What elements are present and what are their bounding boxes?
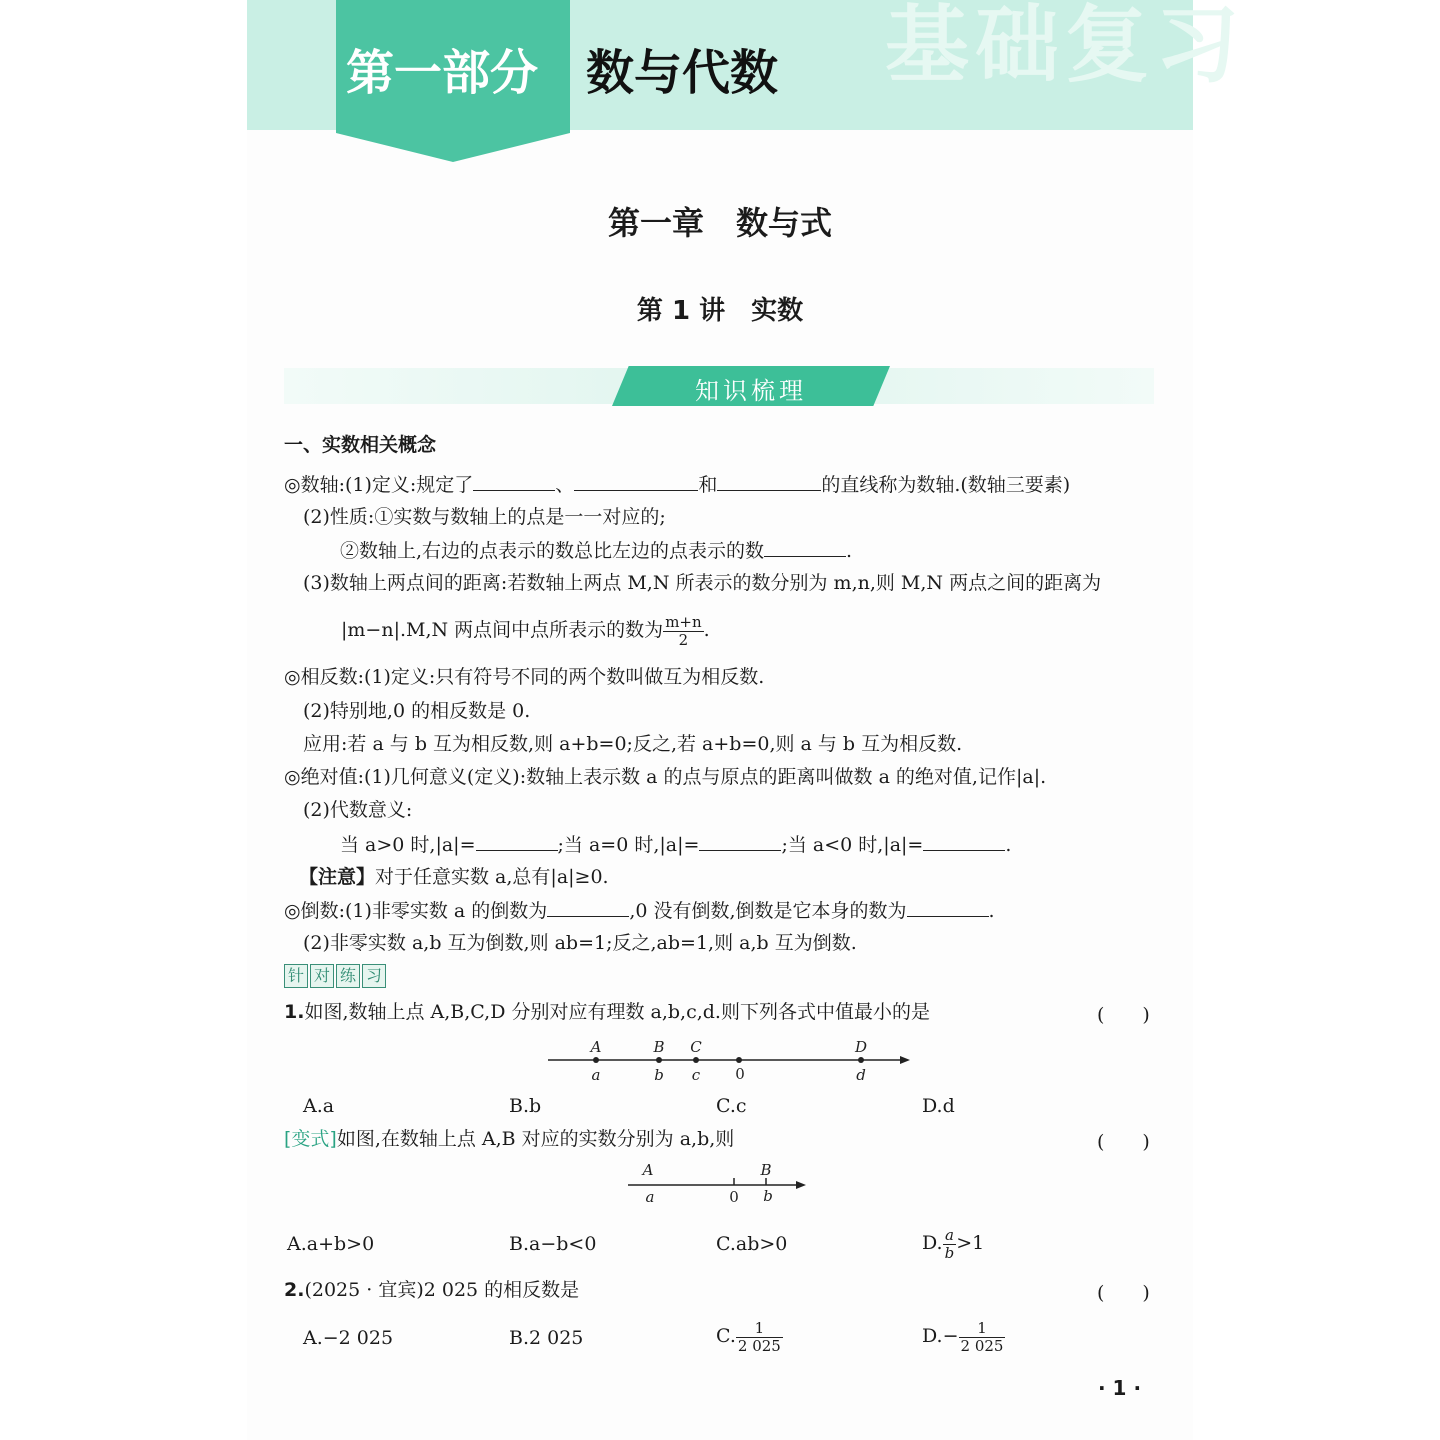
answer-parentheses: ( ) xyxy=(1097,1131,1150,1153)
label-zero: 0 xyxy=(735,1065,745,1083)
text: ;当 a=0 时,|a|= xyxy=(557,834,700,856)
number-line-midpoint xyxy=(341,606,710,654)
q1-option-c[interactable]: C.c xyxy=(716,1095,747,1117)
absolute-cases xyxy=(340,832,1011,857)
opposite-special: (2)特别地,0 的相反数是 0. xyxy=(303,700,531,722)
header-watermark: 基础复习 xyxy=(885,0,1246,94)
practice-tag-char: 针 xyxy=(284,964,308,988)
variant-question xyxy=(284,1127,734,1151)
answer-blank xyxy=(574,472,698,491)
text: . xyxy=(846,540,853,562)
fraction xyxy=(663,614,703,649)
answer-blank xyxy=(717,472,821,491)
option-suffix: >1 xyxy=(956,1232,985,1254)
variant-option-d[interactable] xyxy=(922,1219,984,1267)
opposite-application: 应用:若 a 与 b 互为相反数,则 a+b=0;反之,若 a+b=0,则 a 与 b 互为相反数. xyxy=(303,733,963,755)
answer-blank xyxy=(923,832,1005,851)
point-b xyxy=(656,1057,662,1063)
fraction-denominator: 2 xyxy=(678,630,689,649)
section-banner-label: 知识梳理 xyxy=(695,377,807,405)
q1-option-d[interactable]: D.d xyxy=(922,1095,955,1117)
practice-tag-char: 对 xyxy=(310,964,334,988)
text: |m−n|.M,N 两点间中点所表示的数为 xyxy=(341,619,664,641)
fraction xyxy=(736,1320,783,1355)
label-zero: 0 xyxy=(729,1188,739,1206)
number-line-property-1: (2)性质:①实数与数轴上的点是一一对应的; xyxy=(303,506,666,528)
label-a: a xyxy=(645,1188,655,1206)
variant-option-a[interactable]: A.a+b>0 xyxy=(287,1233,375,1255)
label-B: B xyxy=(653,1038,665,1056)
chapter-title: 第一章 数与式 xyxy=(607,204,832,242)
reciprocal-product: (2)非零实数 a,b 互为倒数,则 ab=1;反之,ab=1,则 a,b 互为倒数. xyxy=(303,932,857,954)
number-line-definition xyxy=(284,472,1070,497)
absolute-geometric: ◎绝对值:(1)几何意义(定义):数轴上表示数 a 的点与原点的距离叫做数 a 的绝对值,记作|a|. xyxy=(284,766,1047,788)
text: . xyxy=(703,619,710,641)
point-c xyxy=(693,1057,699,1063)
opposite-definition: ◎相反数:(1)定义:只有符号不同的两个数叫做互为相反数. xyxy=(284,666,765,688)
question-text: 如图,在数轴上点 A,B 对应的实数分别为 a,b,则 xyxy=(336,1128,735,1150)
point-a xyxy=(593,1057,599,1063)
reciprocal-definition xyxy=(284,898,995,923)
q1-option-b[interactable]: B.b xyxy=(509,1095,542,1117)
answer-blank xyxy=(764,538,846,557)
question-text: (2025 · 宜宾)2 025 的相反数是 xyxy=(304,1279,580,1301)
question-1 xyxy=(284,1000,930,1024)
text: ②数轴上,右边的点表示的数总比左边的点表示的数 xyxy=(340,540,765,562)
label-b: b xyxy=(654,1066,664,1084)
text: 当 a>0 时,|a|= xyxy=(340,834,476,856)
variant-number-line xyxy=(622,1160,812,1208)
section-heading: 一、实数相关概念 xyxy=(284,434,437,456)
text: 的直线称为数轴.(数轴三要素) xyxy=(821,474,1071,496)
fraction-numerator: 1 xyxy=(959,1320,1006,1338)
variant-option-c[interactable]: C.ab>0 xyxy=(716,1233,788,1255)
question-text: 如图,数轴上点 A,B,C,D 分别对应有理数 a,b,c,d.则下列各式中值最小的是 xyxy=(304,1001,930,1023)
axis-arrow xyxy=(900,1056,910,1064)
number-line-distance: (3)数轴上两点间的距离:若数轴上两点 M,N 所表示的数分别为 m,n,则 M,N 两点之间的距离为 xyxy=(303,572,1102,594)
answer-blank xyxy=(699,832,781,851)
answer-blank xyxy=(473,472,555,491)
text: 和 xyxy=(698,474,718,496)
lecture-title: 第 1 讲 实数 xyxy=(636,296,804,326)
note-label: 【注意】 xyxy=(299,866,376,888)
axis-arrow xyxy=(796,1181,806,1189)
option-prefix: C. xyxy=(716,1325,736,1347)
point-d xyxy=(858,1057,864,1063)
answer-blank xyxy=(476,832,558,851)
question-number: 2. xyxy=(284,1279,305,1301)
page-number: · 1 · xyxy=(1098,1376,1142,1400)
part-label: 第一部分 xyxy=(346,45,539,101)
label-A: A xyxy=(642,1161,654,1179)
option-prefix: D.− xyxy=(922,1325,959,1347)
number-line-property-2 xyxy=(340,538,852,563)
variant-label: [变式] xyxy=(284,1128,337,1150)
text: . xyxy=(1005,834,1012,856)
text: ,0 没有倒数,倒数是它本身的数为 xyxy=(629,900,907,922)
practice-tag-char: 习 xyxy=(362,964,386,988)
label-C: C xyxy=(690,1038,702,1056)
label-D: D xyxy=(854,1038,868,1056)
q2-option-b[interactable]: B.2 025 xyxy=(509,1327,584,1349)
q2-option-a[interactable]: A.−2 025 xyxy=(303,1327,394,1349)
question-2 xyxy=(284,1278,579,1302)
origin-point xyxy=(736,1057,742,1063)
question-number: 1. xyxy=(284,1001,305,1023)
q2-option-c[interactable] xyxy=(716,1312,783,1360)
answer-parentheses: ( ) xyxy=(1097,1282,1150,1304)
variant-option-b[interactable]: B.a−b<0 xyxy=(509,1233,597,1255)
q1-option-a[interactable]: A.a xyxy=(303,1095,335,1117)
note-text: 对于任意实数 a,总有|a|≥0. xyxy=(375,866,609,888)
label-d: d xyxy=(856,1066,866,1084)
label-B: B xyxy=(760,1161,772,1179)
fraction xyxy=(943,1227,957,1262)
practice-tag-char: 练 xyxy=(336,964,360,988)
part-title: 数与代数 xyxy=(586,45,779,101)
text: ;当 a<0 时,|a|= xyxy=(781,834,924,856)
answer-parentheses: ( ) xyxy=(1097,1004,1150,1026)
fraction-denominator: 2 025 xyxy=(737,1336,781,1355)
label-a: a xyxy=(591,1066,601,1084)
q1-number-line xyxy=(540,1036,920,1086)
answer-blank xyxy=(547,898,629,917)
text: ◎倒数:(1)非零实数 a 的倒数为 xyxy=(284,900,548,922)
text: 、 xyxy=(555,474,575,496)
fraction-denominator: 2 025 xyxy=(960,1336,1004,1355)
absolute-note xyxy=(299,865,609,889)
label-c: c xyxy=(691,1066,701,1084)
label-A: A xyxy=(590,1038,602,1056)
answer-blank xyxy=(907,898,989,917)
text: ◎数轴:(1)定义:规定了 xyxy=(284,474,474,496)
q2-option-d[interactable] xyxy=(922,1312,1005,1360)
practice-tag xyxy=(284,964,386,988)
label-b: b xyxy=(763,1187,773,1205)
fraction-numerator: 1 xyxy=(736,1320,783,1338)
text: . xyxy=(988,900,995,922)
fraction-numerator: a xyxy=(943,1227,957,1245)
absolute-algebraic: (2)代数意义: xyxy=(303,799,413,821)
fraction xyxy=(959,1320,1006,1355)
fraction-denominator: b xyxy=(944,1243,955,1262)
fraction-numerator: m+n xyxy=(665,612,702,631)
option-prefix: D. xyxy=(922,1232,943,1254)
